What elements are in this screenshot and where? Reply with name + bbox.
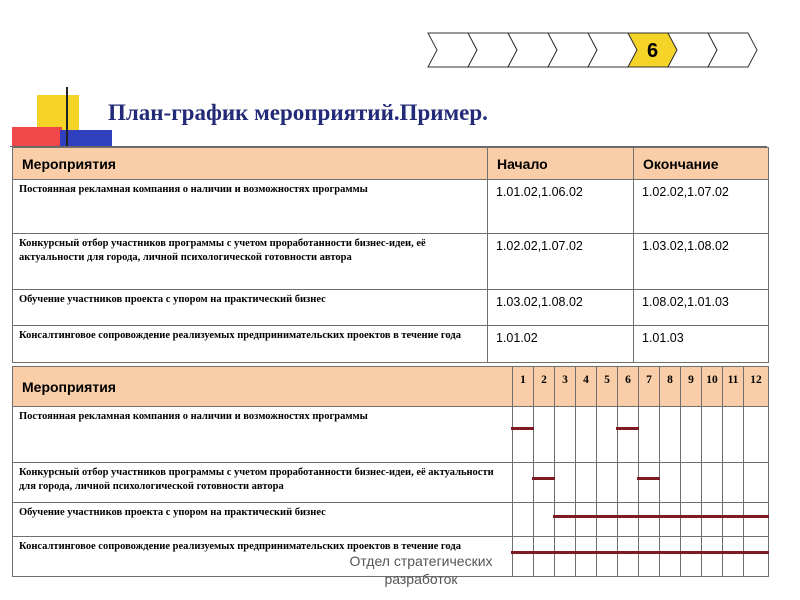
month-cell — [681, 463, 702, 503]
gantt-table — [12, 366, 769, 577]
month-header: 4 — [576, 367, 597, 407]
month-header: 10 — [702, 367, 723, 407]
chevron-step — [428, 33, 477, 67]
table-row — [13, 290, 769, 326]
header-event: Мероприятия — [13, 148, 488, 180]
month-cell — [534, 407, 555, 463]
month-cell — [513, 463, 534, 503]
month-cell — [513, 503, 534, 537]
month-cell — [660, 537, 681, 577]
month-header: 12 — [744, 367, 769, 407]
start-cell: 1.03.02,1.08.02 — [488, 290, 634, 326]
start-cell: 1.02.02,1.07.02 — [488, 234, 634, 290]
month-header: 9 — [681, 367, 702, 407]
month-cell — [639, 537, 660, 577]
month-cell — [723, 463, 744, 503]
month-header: 11 — [723, 367, 744, 407]
month-cell — [555, 407, 576, 463]
end-cell: 1.03.02,1.08.02 — [634, 234, 769, 290]
month-cell — [555, 463, 576, 503]
month-header: 8 — [660, 367, 681, 407]
month-cell — [597, 503, 618, 537]
gantt-row — [13, 407, 769, 463]
table-row — [13, 234, 769, 290]
table-row — [13, 326, 769, 363]
month-cell — [597, 407, 618, 463]
month-cell — [576, 537, 597, 577]
month-cell — [744, 463, 769, 503]
footer — [316, 552, 526, 588]
month-cell — [576, 503, 597, 537]
month-cell — [702, 537, 723, 577]
end-cell: 1.01.03 — [634, 326, 769, 363]
gantt-event-cell: Конкурсный отбор участников программы с учетом проработанности бизнес-идеи, её актуальности для города, личной психологической готовности автора — [13, 463, 513, 503]
header-end: Окончание — [634, 148, 769, 180]
footer-line1: Отдел стратегических — [349, 553, 493, 569]
month-cell — [702, 503, 723, 537]
month-cell — [660, 463, 681, 503]
table-row — [13, 180, 769, 234]
month-cell — [513, 407, 534, 463]
event-cell: Постоянная рекламная компания о наличии и возможностях программы — [13, 180, 488, 234]
month-cell — [639, 463, 660, 503]
month-cell — [744, 537, 769, 577]
end-cell: 1.02.02,1.07.02 — [634, 180, 769, 234]
event-cell: Конкурсный отбор участников программы с учетом проработанности бизнес-идеи, её актуальности для города, личной психологической готовности автора — [13, 234, 488, 290]
header-start: Начало — [488, 148, 634, 180]
month-header: 3 — [555, 367, 576, 407]
month-cell — [744, 503, 769, 537]
month-cell — [534, 463, 555, 503]
month-cell — [723, 407, 744, 463]
page-title: План-график мероприятий.Пример. — [108, 100, 488, 125]
month-cell — [660, 503, 681, 537]
event-cell: Консалтинговое сопровождение реализуемых предпринимательских проектов в течение года — [13, 326, 488, 363]
month-cell — [681, 407, 702, 463]
gantt-row — [13, 463, 769, 503]
month-cell — [639, 503, 660, 537]
end-cell: 1.08.02,1.01.03 — [634, 290, 769, 326]
month-cell — [660, 407, 681, 463]
month-cell — [534, 503, 555, 537]
month-cell — [639, 407, 660, 463]
current-step-number: 6 — [646, 40, 659, 62]
month-cell — [618, 463, 639, 503]
month-cell — [618, 503, 639, 537]
logo-red-bar — [12, 127, 62, 146]
month-header: 7 — [639, 367, 660, 407]
month-cell — [576, 407, 597, 463]
month-cell — [555, 537, 576, 577]
month-cell — [681, 503, 702, 537]
month-cell — [618, 407, 639, 463]
event-cell: Обучение участников проекта с упором на практический бизнес — [13, 290, 488, 326]
progress-chevrons — [427, 32, 763, 68]
schedule-header-row — [13, 148, 769, 180]
gantt-event-cell: Консалтинговое сопровождение реализуемых предпринимательских проектов в течение года — [13, 537, 513, 577]
month-header: 6 — [618, 367, 639, 407]
month-cell — [618, 537, 639, 577]
month-cell — [597, 463, 618, 503]
month-cell — [597, 537, 618, 577]
month-header: 2 — [534, 367, 555, 407]
progress-chevrons-graphic — [427, 32, 763, 68]
gantt-header-row — [13, 367, 769, 407]
month-cell — [723, 537, 744, 577]
month-header: 1 — [513, 367, 534, 407]
footer-line2: разработок — [384, 571, 458, 587]
month-cell — [555, 503, 576, 537]
month-cell — [702, 463, 723, 503]
month-cell — [723, 503, 744, 537]
month-header: 5 — [597, 367, 618, 407]
month-cell — [681, 537, 702, 577]
gantt-row — [13, 503, 769, 537]
month-cell — [576, 463, 597, 503]
start-cell: 1.01.02 — [488, 326, 634, 363]
month-cell — [534, 537, 555, 577]
month-cell — [702, 407, 723, 463]
start-cell: 1.01.02,1.06.02 — [488, 180, 634, 234]
schedule-table — [12, 147, 769, 363]
gantt-header-event: Мероприятия — [13, 367, 513, 407]
month-cell — [744, 407, 769, 463]
gantt-event-cell: Обучение участников проекта с упором на практический бизнес — [13, 503, 513, 537]
gantt-event-cell: Постоянная рекламная компания о наличии и возможностях программы — [13, 407, 513, 463]
